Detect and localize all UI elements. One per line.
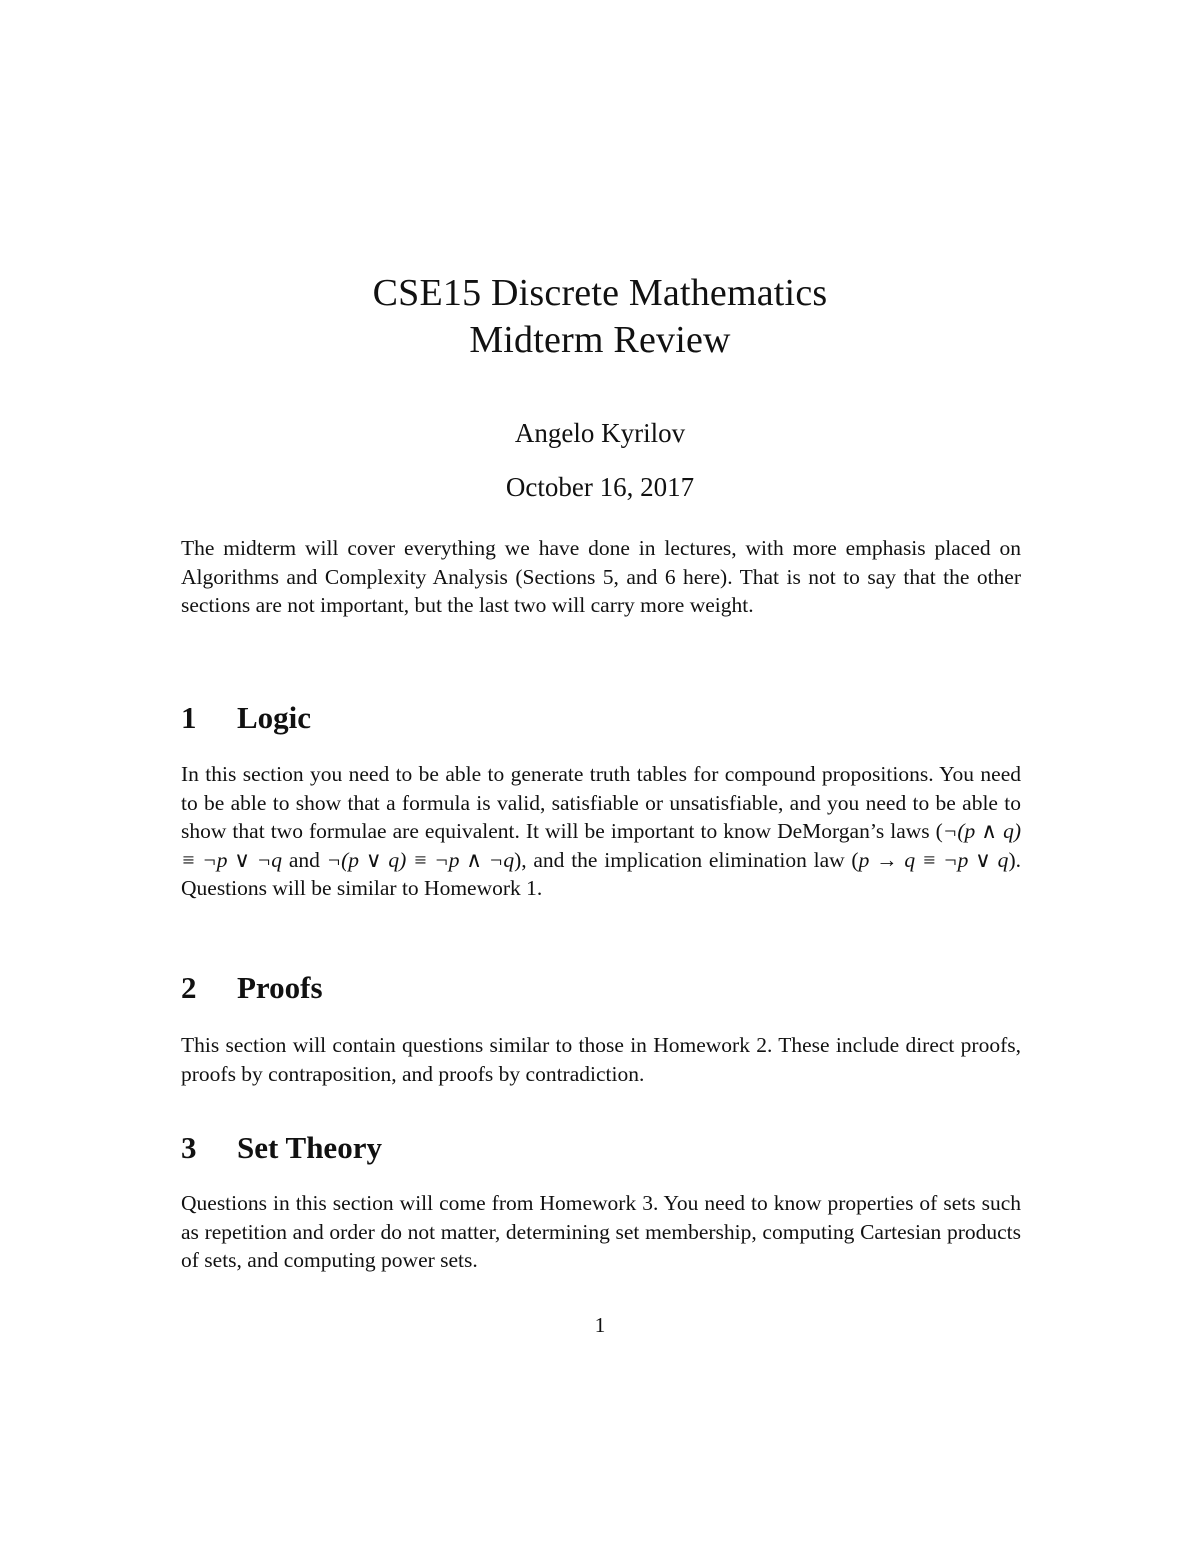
section-heading-logic bbox=[181, 698, 311, 738]
section-heading-set-theory bbox=[181, 1128, 382, 1168]
document-title-line-2: Midterm Review bbox=[469, 319, 731, 361]
logic-text-part-2: ), and the implication elimination law ( bbox=[514, 847, 859, 872]
document-date: October 16, 2017 bbox=[505, 472, 695, 502]
section-number: 2 bbox=[181, 970, 197, 1005]
section-title: Logic bbox=[237, 700, 312, 735]
section-paragraph-set-theory: Questions in this section will come from Homework 3. You need to know properties of sets such as repetition and order do not matter, determining set membership, computing Cartesian products of sets, and computing power sets. bbox=[181, 1191, 1021, 1273]
section-title: Set Theory bbox=[237, 1130, 382, 1165]
section-paragraph-proofs: This section will contain questions similar to those in Homework 2. These include direct proofs, proofs by contraposition, and proofs by contradiction. bbox=[181, 1033, 1021, 1086]
section-paragraph-logic bbox=[181, 760, 1021, 903]
section-number: 1 bbox=[181, 700, 197, 735]
author-name: Angelo Kyrilov bbox=[514, 418, 686, 448]
demorgan-law-2: ¬(p ∨ q) ≡ ¬p ∧ ¬q bbox=[326, 847, 515, 872]
page-number: 1 bbox=[594, 1313, 606, 1337]
title-block bbox=[0, 270, 1200, 504]
intro-paragraph: The midterm will cover everything we have done in lectures, with more emphasis placed on Algorithms and Complexity Analysis (Sections 5, and 6 here). That is not to say that the other sections are not important, but the last two will carry more weight. bbox=[181, 536, 1021, 618]
logic-text-and: and bbox=[282, 847, 327, 872]
section-number: 3 bbox=[181, 1130, 197, 1165]
document-title-line-1: CSE15 Discrete Mathematics bbox=[372, 272, 828, 314]
logic-text-part-1: In this section you need to be able to generate truth tables for compound propositions. You need to be able to show that a formula is valid, satisfiable or unsatisfiable, and you need to be able to show that two formulae are equivalent. It will be important to know DeMorgan’s laws ( bbox=[181, 762, 1021, 844]
section-title: Proofs bbox=[237, 970, 323, 1005]
section-heading-proofs bbox=[181, 968, 323, 1008]
implication-law: p → q ≡ ¬p ∨ q bbox=[858, 847, 1009, 872]
logic-text-part-3: ). Questions will be similar to Homework 1. bbox=[181, 847, 1021, 901]
demorgan-law-1: ¬(p ∧ q) ≡ ¬p ∨ ¬q bbox=[181, 819, 1021, 872]
